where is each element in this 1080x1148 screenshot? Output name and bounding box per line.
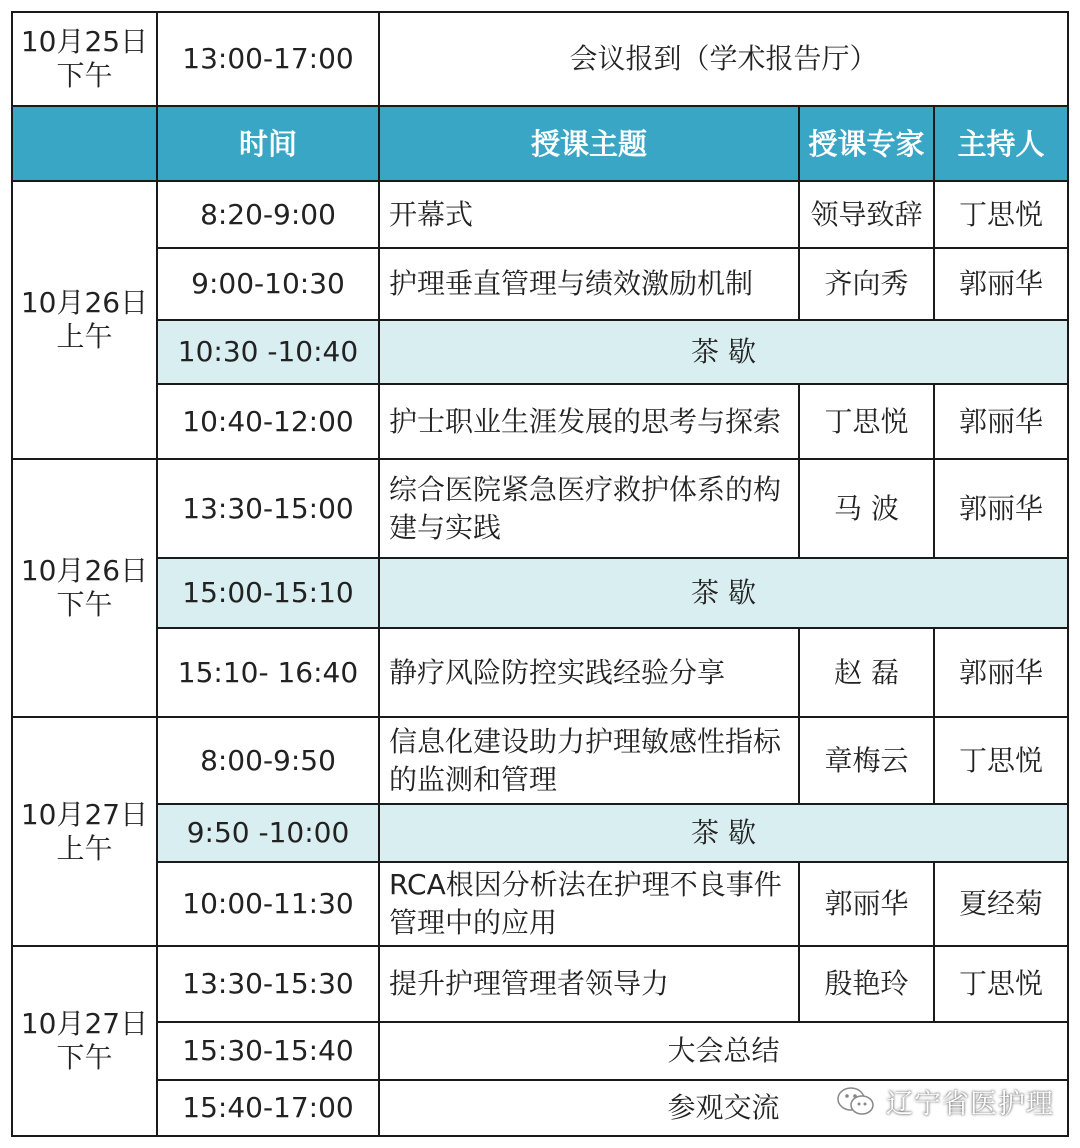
time-cell: 10:40-12:00 (157, 384, 379, 459)
time-cell: 9:00-10:30 (157, 248, 379, 320)
table-row (12, 1022, 1068, 1080)
date-cell: 10月25日 下午 (12, 12, 157, 106)
time-cell: 10:00-11:30 (157, 862, 379, 946)
header-date-cell (12, 106, 157, 181)
host-cell: 丁思悦 (934, 717, 1068, 804)
host-cell: 郭丽华 (934, 459, 1068, 558)
topic-cell: 信息化建设助力护理敏感性指标的监测和管理 (379, 717, 799, 804)
topic-cell: 大会总结 (379, 1022, 1068, 1080)
host-cell: 夏经菊 (934, 862, 1068, 946)
watermark-text: 辽宁省医护理 (886, 1089, 1054, 1120)
host-cell: 郭丽华 (934, 628, 1068, 717)
time-cell: 8:20-9:00 (157, 181, 379, 248)
time-cell: 15:00-15:10 (157, 558, 379, 628)
host-cell: 郭丽华 (934, 248, 1068, 320)
break-row (12, 558, 1068, 628)
expert-cell: 领导致辞 (799, 181, 934, 248)
table-row (12, 628, 1068, 717)
table-row (12, 384, 1068, 459)
date-cell: 10月26日 下午 (12, 459, 157, 717)
topic-cell: RCA根因分析法在护理不良事件管理中的应用 (379, 862, 799, 946)
wechat-icon (836, 1085, 876, 1119)
watermark (836, 1082, 1054, 1121)
time-cell: 15:10- 16:40 (157, 628, 379, 717)
table-row (12, 181, 1068, 248)
date-cell: 10月27日 下午 (12, 946, 157, 1136)
time-cell: 13:30-15:00 (157, 459, 379, 558)
host-cell: 丁思悦 (934, 946, 1068, 1022)
time-cell: 13:30-15:30 (157, 946, 379, 1022)
expert-cell: 齐向秀 (799, 248, 934, 320)
time-cell: 13:00-17:00 (157, 12, 379, 106)
expert-cell: 丁思悦 (799, 384, 934, 459)
topic-cell: 会议报到（学术报告厅） (379, 12, 1068, 106)
table-row (12, 862, 1068, 946)
table-row (12, 459, 1068, 558)
date-cell: 10月27日 上午 (12, 717, 157, 946)
time-cell: 10:30 -10:40 (157, 320, 379, 384)
host-cell: 郭丽华 (934, 384, 1068, 459)
time-cell: 9:50 -10:00 (157, 804, 379, 862)
time-cell: 15:40-17:00 (157, 1080, 379, 1136)
time-cell: 15:30-15:40 (157, 1022, 379, 1080)
expert-cell: 郭丽华 (799, 862, 934, 946)
break-cell: 茶 歇 (379, 558, 1068, 628)
header-expert: 授课专家 (799, 106, 934, 181)
time-cell: 8:00-9:50 (157, 717, 379, 804)
expert-cell: 殷艳玲 (799, 946, 934, 1022)
table-row (12, 12, 1068, 106)
date-cell: 10月26日 上午 (12, 181, 157, 459)
topic-cell: 综合医院紧急医疗救护体系的构建与实践 (379, 459, 799, 558)
topic-cell: 静疗风险防控实践经验分享 (379, 628, 799, 717)
topic-cell: 护理垂直管理与绩效激励机制 (379, 248, 799, 320)
header-row (12, 106, 1068, 181)
break-row (12, 320, 1068, 384)
break-row (12, 804, 1068, 862)
expert-cell: 赵 磊 (799, 628, 934, 717)
table-row (12, 717, 1068, 804)
topic-cell: 开幕式 (379, 181, 799, 248)
break-cell: 茶 歇 (379, 320, 1068, 384)
header-time: 时间 (157, 106, 379, 181)
expert-cell: 章梅云 (799, 717, 934, 804)
topic-cell: 参观交流 (379, 1080, 1068, 1136)
header-topic: 授课主题 (379, 106, 799, 181)
table-row (12, 248, 1068, 320)
header-host: 主持人 (934, 106, 1068, 181)
table-row (12, 946, 1068, 1022)
host-cell: 丁思悦 (934, 181, 1068, 248)
topic-cell: 护士职业生涯发展的思考与探索 (379, 384, 799, 459)
break-cell: 茶 歇 (379, 804, 1068, 862)
topic-cell: 提升护理管理者领导力 (379, 946, 799, 1022)
expert-cell: 马 波 (799, 459, 934, 558)
schedule-table (11, 11, 1069, 1137)
